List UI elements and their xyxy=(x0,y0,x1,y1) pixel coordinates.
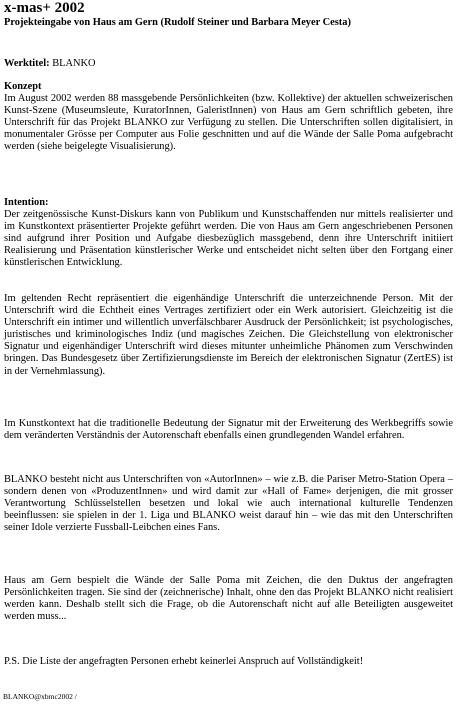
work-title-value: BLANKO xyxy=(52,58,96,69)
intention-section xyxy=(4,197,453,269)
intention-paragraph-1: Der zeitgenössische Kunst-Diskurs kann von Publikum und Kunstschaffenden nur mittels realisierter und im Kunstkontext präsentierter Projekte geführt werden. Die von Haus am Gern angeschriebenen Personen sind aufgrund ihrer Position und Aufgabe diesbezüglich massgebend, denn ihre Unterschrift initiiert Realisierung und Präsentation künstlerischer Werke und entscheidet nicht selten über den Fortgang einer künstlerischen Entwicklung. xyxy=(4,209,453,269)
intention-heading: Intention: xyxy=(4,197,49,208)
konzept-section xyxy=(4,81,453,153)
document-title: x-mas+ 2002 xyxy=(4,0,85,16)
konzept-paragraph: Im August 2002 werden 88 massgebende Persönlichkeiten (bzw. Kollektive) der aktuellen schweizerischen Kunst-Szene (Museumsleute, KuratorInnen, GaleristInnen) von Haus am Gern schriftlich gebeten, ihre Unterschrift für das Projekt BLANKO zur Verfügung zu stellen. Die Unterschriften sollen digitalisiert, in monumentaler Grösse per Computer aus Folie geschnitten und auf die Wände der Salle Poma aufgebracht werden (siehe beigelegte Visualisierung). xyxy=(4,93,453,153)
konzept-heading: Konzept xyxy=(4,81,42,92)
intention-paragraph-5: Haus am Gern bespielt die Wände der Salle Poma mit Zeichen, die den Duktus der angefragten Persönlichkeiten tragen. Sie sind der (zeichnerische) Inhalt, ohne den das Projekt BLANKO nicht realisiert werden kann. Deshalb stellt sich die Frage, ob die Autorenschaft nicht auf alle Beteiligten ausgeweitet werden muss... xyxy=(4,575,453,623)
intention-paragraph-4: BLANKO besteht nicht aus Unterschriften von «AutorInnen» – wie z.B. die Pariser Metro-Station Opera – sondern denen von «ProduzentInnen» und wird damit zur «Hall of Fame» derjenigen, die mit grosser Verantwortung Schlüsselstellen besetzen und lokal wie auch international kulturelle Tendenzen beeinflussen: sie spielen in der 1. Liga und BLANKO weist darauf hin – wie das mit den Unterschriften seiner Idole verzierte Fussball-Leibchen eines Fans. xyxy=(4,474,453,534)
intention-paragraph-3: Im Kunstkontext hat die traditionelle Bedeutung der Signatur mit der Erweiterung des Werkbegriffs sowie dem veränderten Verständnis der Autorenschaft ebenfalls einen grundlegenden Wandel erfahren. xyxy=(4,418,453,442)
intention-paragraph-3-block xyxy=(4,418,453,442)
intention-paragraph-2-block xyxy=(4,293,453,378)
postscript-paragraph: P.S. Die Liste der angefragten Personen erhebt keinerlei Anspruch auf Vollständigkeit! xyxy=(4,656,364,667)
intention-paragraph-4-block xyxy=(4,474,453,534)
intention-paragraph-2: Im geltenden Recht repräsentiert die eigenhändige Unterschrift die unterzeichnende Person. Mit der Unterschrift wird die Echtheit eines Vertrages zertifiziert oder ein Werk autorisiert. Gleichzeitig ist die Unterschrift ein intimer und willentlich unverfälschbarer Ausdruck der Persönlichkeit; ist psychologisches, juristisches und kriminologisches Indiz (und magisches Zeichen. Die Gleichstellung von elektronischer Signatur und eigenhändiger Unterschrift wird dieses mitunter unheimliche Phänomen zum Verschwinden bringen. Das Bundesgesetz über Zertifizierungsdienste im Bereich der elektronischen Signatur (ZertES) ist in der Vernehmlassung). xyxy=(4,293,453,377)
footer-reference: BLANKO@xbmc2002 / xyxy=(3,692,77,701)
work-title-line xyxy=(4,57,96,70)
intention-paragraph-5-block xyxy=(4,575,453,623)
work-title-label: Werktitel: xyxy=(4,58,50,69)
postscript-block xyxy=(4,656,453,668)
document-subtitle: Projekteingabe von Haus am Gern (Rudolf Steiner und Barbara Meyer Cesta) xyxy=(4,17,351,28)
